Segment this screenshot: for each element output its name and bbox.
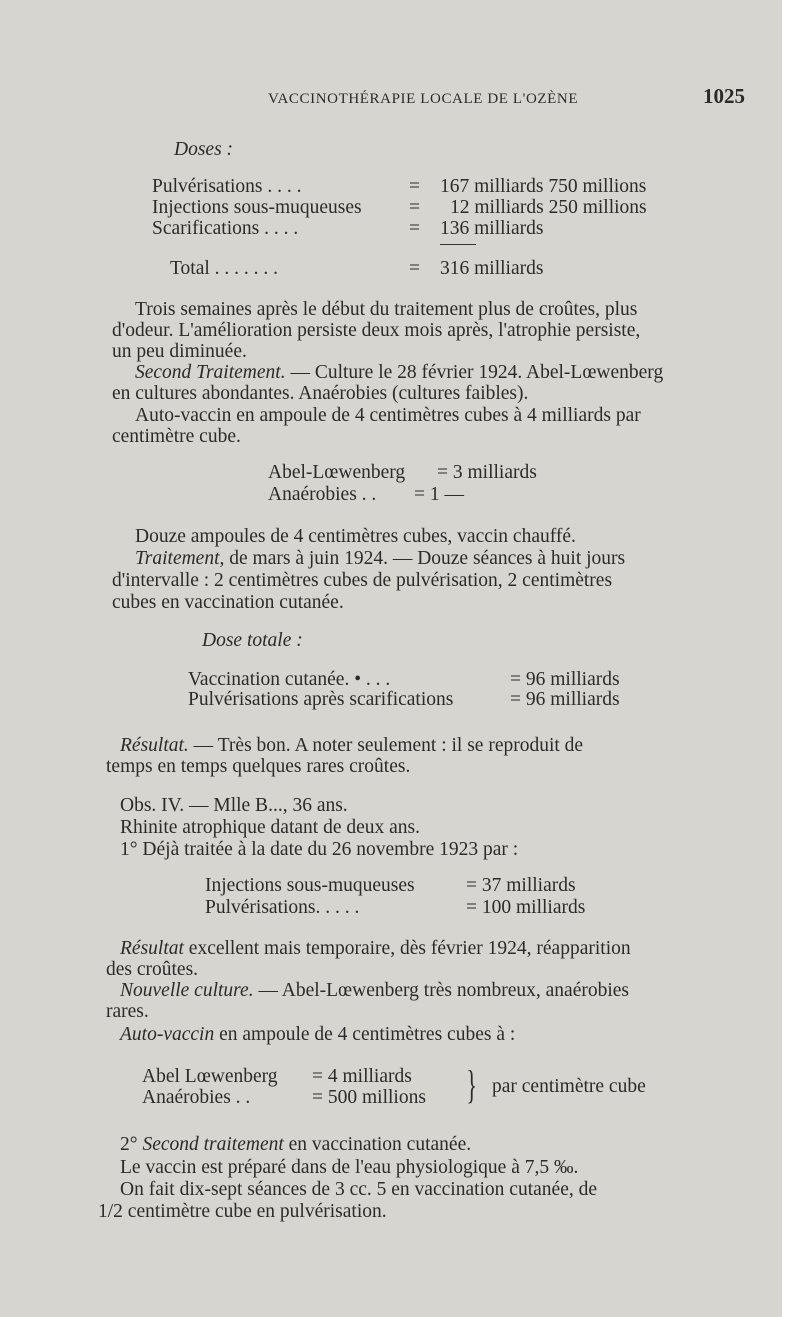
text-line: rares. [106, 1001, 149, 1022]
text-line: en cultures abondantes. Anaérobies (cultures faibles). [112, 383, 529, 404]
text-line: un peu diminuée. [112, 341, 247, 362]
text-run: — Culture le 28 février 1924. Abel-Lœwenberg [285, 362, 664, 383]
run-in-title: Auto-vaccin [120, 1024, 215, 1045]
run-in-title: Résultat [120, 938, 184, 959]
total-label: Total . . . . . . . [170, 258, 279, 279]
page-number: 1025 [703, 84, 745, 108]
composition-value: = 3 milliards [437, 462, 537, 483]
text-run: en ampoule de 4 centimètres cubes à : [214, 1024, 516, 1045]
composition-label: Abel Lœwenberg [142, 1066, 278, 1087]
composition-label: Anaérobies . . [142, 1087, 251, 1108]
composition-value: = 500 millions [312, 1087, 426, 1108]
obs-heading: Obs. IV. — Mlle B..., 36 ans. [120, 795, 348, 816]
composition-label: Anaérobies . . [268, 484, 377, 505]
brace-icon: } [466, 1062, 477, 1107]
dose-amount: 12 milliards 250 millions [450, 197, 647, 218]
dose-totale-label: Pulvérisations après scarifications [188, 689, 454, 710]
text-line [120, 1134, 471, 1156]
text-line: On fait dix-sept séances de 3 cc. 5 en vaccination cutanée, de [120, 1179, 597, 1200]
composition-label: Abel-Lœwenberg [268, 462, 406, 483]
total-eq: = [409, 258, 420, 279]
text-line: d'intervalle : 2 centimètres cubes de pulvérisation, 2 centimètres [112, 570, 613, 591]
dose-label: Pulvérisations . . . . [152, 176, 302, 197]
dose-label: Scarifications . . . . [152, 218, 299, 239]
text-line: 1/2 centimètre cube en pulvérisation. [98, 1201, 387, 1222]
run-in-title: Second Traitement. [135, 362, 286, 383]
text-run: en vaccination cutanée. [283, 1134, 472, 1155]
text-run: — Très bon. A noter seulement : il se reproduit de [188, 735, 584, 756]
composition-value: = 4 milliards [312, 1066, 412, 1087]
text-line [135, 362, 663, 384]
run-in-title: Traitement, [135, 548, 225, 569]
text-line [135, 548, 625, 570]
run-in-title: Second traitement [142, 1134, 284, 1155]
dose-totale-value: = 96 milliards [510, 669, 620, 690]
doses-heading: Doses : [174, 139, 234, 160]
composition-value: = 1 — [414, 484, 464, 505]
text-line: 1° Déjà traitée à la date du 26 novembre 1923 par : [120, 839, 519, 860]
run-in-title: Nouvelle culture. [120, 980, 254, 1001]
text-line: temps en temps quelques rares croûtes. [106, 756, 411, 777]
text-line [120, 735, 583, 757]
run-in-title: Résultat. [120, 735, 189, 756]
text-line: d'odeur. L'amélioration persiste deux mois après, l'atrophie persiste, [112, 320, 641, 341]
running-title: VACCINOTHÉRAPIE LOCALE DE L'OZÈNE [268, 91, 579, 107]
dose-eq: = [409, 176, 420, 197]
total-amount: 316 milliards [440, 258, 544, 279]
text-line: Trois semaines après le début du traitement plus de croûtes, plus [135, 299, 638, 320]
dose-amount: 167 milliards 750 millions [440, 176, 647, 197]
text-line [120, 980, 629, 1002]
dose-totale-value: = 96 milliards [510, 689, 620, 710]
dose-eq: = [409, 197, 420, 218]
text-line: Douze ampoules de 4 centimètres cubes, vaccin chauffé. [135, 526, 576, 547]
text-run: 2° [120, 1134, 138, 1155]
text-run: excellent mais temporaire, dès février 1924, réapparition [183, 938, 631, 959]
text-line: Rhinite atrophique datant de deux ans. [120, 817, 421, 838]
text-line: centimètre cube. [112, 426, 241, 447]
treated-value: = 100 milliards [466, 897, 586, 918]
text-run: de mars à juin 1924. — Douze séances à huit jours [224, 548, 626, 569]
scan-margin [782, 0, 800, 1317]
dose-totale-label: Vaccination cutanée. • . . . [188, 669, 391, 690]
dose-eq: = [409, 218, 420, 239]
text-line: des croûtes. [106, 959, 199, 980]
composition-suffix: par centimètre cube [492, 1076, 646, 1097]
treated-label: Injections sous-muqueuses [205, 875, 415, 896]
treated-value: = 37 milliards [466, 875, 576, 896]
text-line: cubes en vaccination cutanée. [112, 592, 344, 613]
treated-label: Pulvérisations. . . . . [205, 897, 360, 918]
text-line: Auto-vaccin en ampoule de 4 centimètres cubes à 4 milliards par [135, 405, 641, 426]
text-line: Le vaccin est préparé dans de l'eau physiologique à 7,5 ‰. [120, 1157, 579, 1178]
sum-rule [440, 244, 476, 245]
dose-label: Injections sous-muqueuses [152, 197, 362, 218]
text-line [120, 938, 631, 960]
text-run: — Abel-Lœwenberg très nombreux, anaérobies [253, 980, 630, 1001]
text-line [120, 1024, 515, 1046]
dose-amount: 136 milliards [440, 218, 544, 239]
dose-totale-heading: Dose totale : [202, 630, 303, 651]
